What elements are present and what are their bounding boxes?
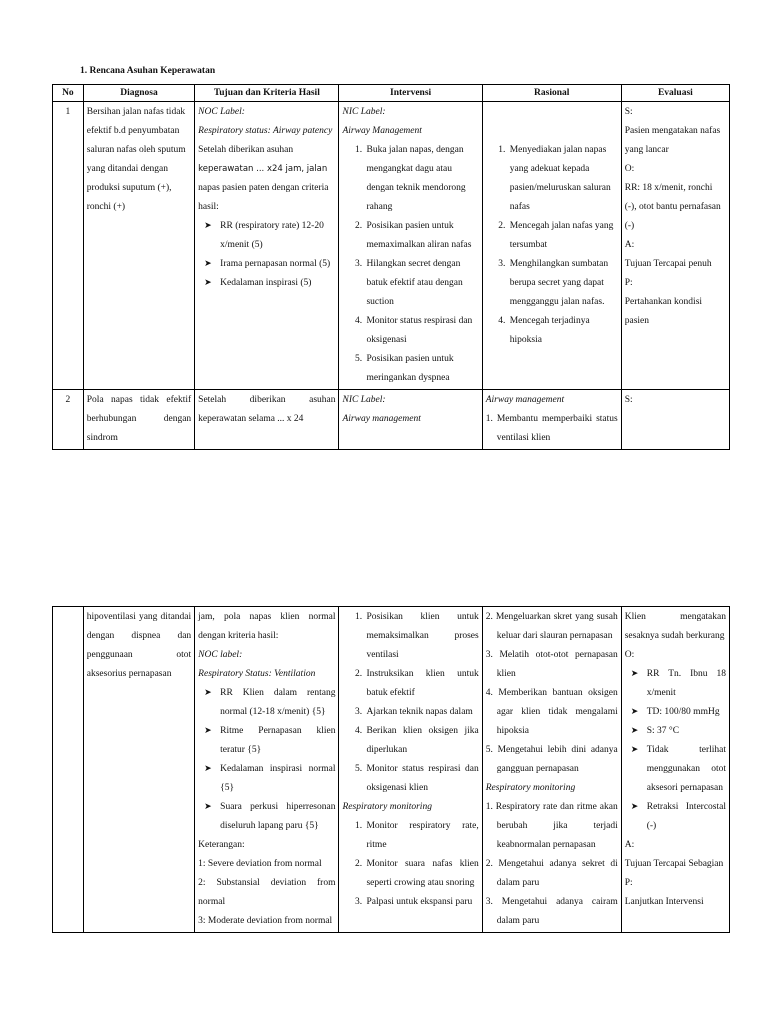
- col-header-tujuan: Tujuan dan Kriteria Hasil: [195, 85, 339, 102]
- list-item: 1. Respiratory rate dan ritme akan berubah jika terjadi keabnormalan pernapasan: [485, 802, 618, 850]
- row1-eval-s: Pasien mengatakan nafas yang lancar: [624, 126, 721, 155]
- row1-eval-o: RR: 18 x/menit, ronchi (-), otot bantu pernafasan (-): [624, 183, 721, 231]
- row1-no: 1: [53, 102, 84, 390]
- cont-monitoring-title: Respiratory monitoring: [342, 802, 432, 812]
- list-item: 2. Monitor suara nafas klien seperti crowing atau snoring: [364, 855, 478, 893]
- list-item: 2. Mencegah jalan nafas yang tersumbat: [508, 217, 618, 255]
- col-header-intervensi: Intervensi: [339, 85, 482, 102]
- cont-no: [53, 607, 84, 933]
- list-item: ➤ RR Tn. Ibnu 18 x/menit: [647, 665, 726, 703]
- list-item: 1. Menyediakan jalan napas yang adekuat kepada pasien/meluruskan saluran nafas: [508, 141, 618, 217]
- row2-intervensi: [339, 390, 482, 450]
- row1-eval-a: Tujuan Tercapai penuh: [624, 259, 712, 269]
- cont-intervensi-list-a: [342, 608, 478, 798]
- row1-intervensi-list: [342, 141, 478, 388]
- list-item: ➤ Suara perkusi hiperresonan diseluruh lapang paru {5}: [220, 798, 335, 836]
- list-item: ➤ Kedalaman inspirasi normal {5}: [220, 760, 335, 798]
- cont-eval-o-label: O:: [624, 650, 635, 660]
- cont-intervensi-list-b: [342, 817, 478, 912]
- cont-noc-label: NOC label:: [198, 650, 243, 660]
- cont-intervensi: [339, 607, 482, 933]
- list-item: 5. Mengetahui lebih dini adanya gangguan pernapasan: [485, 745, 618, 774]
- row1-diagnosa: Bersihan jalan nafas tidak efektif b.d penyumbatan saluran nafas oleh sputum yang ditandai dengan produksi suputum (+), ronchi (+): [83, 102, 194, 390]
- row1-eval-a-label: A:: [624, 240, 635, 250]
- cont-eval-s: Klien mengatakan sesaknya sudah berkurang: [624, 612, 726, 641]
- list-item: 2. Mengeluarkan skret yang susah keluar dari slauran pernapasan: [485, 612, 618, 641]
- row1-rasional: [482, 102, 621, 390]
- row2-rasional-top: 1. Membantu memperbaiki status ventilasi klien: [485, 414, 618, 443]
- row1-nic-label: NIC Label:: [342, 107, 386, 117]
- col-header-diagnosa: Diagnosa: [83, 85, 194, 102]
- list-item: 3. Palpasi untuk ekspansi paru: [364, 893, 478, 912]
- list-item: ➤ Tidak terlihat menggunakan otot aksesori pernapasan: [647, 741, 726, 798]
- list-item: 3. Menghilangkan sumbatan berupa secret yang dapat mengganggu jalan nafas.: [508, 255, 618, 312]
- list-item: 1. Posisikan klien untuk memaksimalkan proses ventilasi: [364, 608, 478, 665]
- cont-eval-p-label: P:: [624, 878, 633, 888]
- cont-eval-a-label: A:: [624, 840, 635, 850]
- cont-eval-p: Lanjutkan Intervensi: [624, 897, 704, 907]
- row2-tujuan: Setelah diberikan asuhan keperawatan selama ... x 24: [195, 390, 339, 450]
- row1-eval-p-label: P:: [624, 278, 633, 288]
- row1-noc-label: NOC Label:: [198, 107, 245, 117]
- col-header-rasional: Rasional: [482, 85, 621, 102]
- row1-eval-s-label: S:: [624, 107, 633, 117]
- cont-keterangan-label: Keterangan:: [198, 840, 245, 850]
- row2-eval-s-label: S:: [624, 395, 633, 405]
- row1-tujuan-a: Setelah diberikan asuhan: [198, 145, 294, 155]
- cont-eval-a: Tujuan Tercapai Sebagian: [624, 859, 724, 869]
- col-header-no: No: [53, 85, 84, 102]
- list-item: ➤ Irama pernapasan normal (5): [220, 255, 335, 274]
- list-item: ➤ Kedalaman inspirasi (5): [220, 274, 335, 293]
- table-row: [53, 102, 730, 390]
- row1-kriteria-list: [198, 217, 335, 293]
- col-header-evaluasi: Evaluasi: [621, 85, 729, 102]
- list-item: ➤ RR (respiratory rate) 12-20 x/menit (5): [220, 217, 335, 255]
- row1-nic-title: Airway Management: [342, 126, 422, 136]
- care-plan-table-page1: [52, 84, 730, 450]
- table-row: [53, 607, 730, 933]
- list-item: 4. Berikan klien oksigen jika diperlukan: [364, 722, 478, 760]
- cont-keterangan-1: 1: Severe deviation from normal: [198, 859, 322, 869]
- row1-tujuan-b: keperawatan ... x24 jam, jalan: [198, 164, 328, 174]
- list-item: 4. Memberikan bantuan oksigen agar klien tidak mengalami hipoksia: [485, 688, 618, 736]
- cont-eval-o-list: [625, 665, 726, 836]
- list-item: ➤ Retraksi Intercostal (-): [647, 798, 726, 836]
- list-item: 3. Melatih otot-otot pernapasan klien: [485, 650, 618, 679]
- row1-tujuan: [195, 102, 339, 390]
- list-item: 2. Posisikan pasien untuk memaximalkan aliran nafas: [364, 217, 478, 255]
- list-item: 3. Mengetahui adanya cairam dalam paru: [485, 897, 618, 926]
- row2-rasional-title: Airway management: [485, 395, 565, 405]
- list-item: 4. Monitor status respirasi dan oksigenasi: [364, 312, 478, 350]
- list-item: 5. Monitor status respirasi dan oksigenasi klien: [364, 760, 478, 798]
- list-item: 2. Instruksikan klien untuk batuk efektif: [364, 665, 478, 703]
- cont-rasional: [482, 607, 621, 933]
- cont-evaluasi: [621, 607, 729, 933]
- list-item: ➤ RR Klien dalam rentang normal (12-18 x/menit) {5}: [220, 684, 335, 722]
- cont-kriteria-list: [198, 684, 335, 836]
- section-heading: 1. Rencana Asuhan Keperawatan: [80, 66, 216, 76]
- list-item: 3. Hilangkan secret dengan batuk efektif atau dengan suction: [364, 255, 478, 312]
- table-header-row: [53, 85, 730, 102]
- row2-nic-label: NIC Label:: [342, 395, 386, 405]
- row1-intervensi: [339, 102, 482, 390]
- list-item: ➤ Ritme Pernapasan klien teratur {5}: [220, 722, 335, 760]
- list-item: 1. Monitor respiratory rate, ritme: [364, 817, 478, 855]
- list-item: 2. Mengetahui adanya sekret di dalam paru: [485, 859, 618, 888]
- cont-noc-title: Respiratory Status: Ventilation: [198, 669, 316, 679]
- row2-evaluasi: [621, 390, 729, 450]
- cont-tujuan-intro: jam, pola napas klien normal dengan kriteria hasil:: [198, 612, 336, 641]
- row1-tujuan-c: napas pasien paten dengan criteria hasil:: [198, 183, 329, 212]
- row1-eval-p: Pertahankan kondisi pasien: [624, 297, 703, 326]
- table-row: [53, 390, 730, 450]
- cont-keterangan-2: 2: Substansial deviation from normal: [198, 878, 336, 907]
- cont-tujuan: [195, 607, 339, 933]
- row2-nic-title: Airway management: [342, 414, 421, 424]
- row2-no: 2: [53, 390, 84, 450]
- row2-rasional: [482, 390, 621, 450]
- row1-eval-o-label: O:: [624, 164, 635, 174]
- list-item: 1. Buka jalan napas, dengan mengangkat dagu atau dengan teknik mendorong rahang: [364, 141, 478, 217]
- row2-diagnosa: Pola napas tidak efektif berhubungan dengan sindrom: [83, 390, 194, 450]
- cont-diagnosa: hipoventilasi yang ditandai dengan dispnea dan penggunaan otot aksesorius pernapasan: [83, 607, 194, 933]
- cont-keterangan-3: 3: Moderate deviation from normal: [198, 916, 333, 926]
- list-item: ➤ TD: 100/80 mmHg: [647, 703, 726, 722]
- row1-noc-title: Respiratory status: Airway patency: [198, 126, 333, 136]
- list-item: 4. Mencegah terjadinya hipoksia: [508, 312, 618, 350]
- list-item: 3. Ajarkan teknik napas dalam: [364, 703, 478, 722]
- list-item: ➤ S: 37 °C: [647, 722, 726, 741]
- list-item: 5. Posisikan pasien untuk meringankan dyspnea: [364, 350, 478, 388]
- row1-rasional-list: [486, 141, 618, 350]
- care-plan-table-page2: [52, 606, 730, 933]
- cont-rasional-monitoring-title: Respiratory monitoring: [485, 783, 576, 793]
- row1-evaluasi: [621, 102, 729, 390]
